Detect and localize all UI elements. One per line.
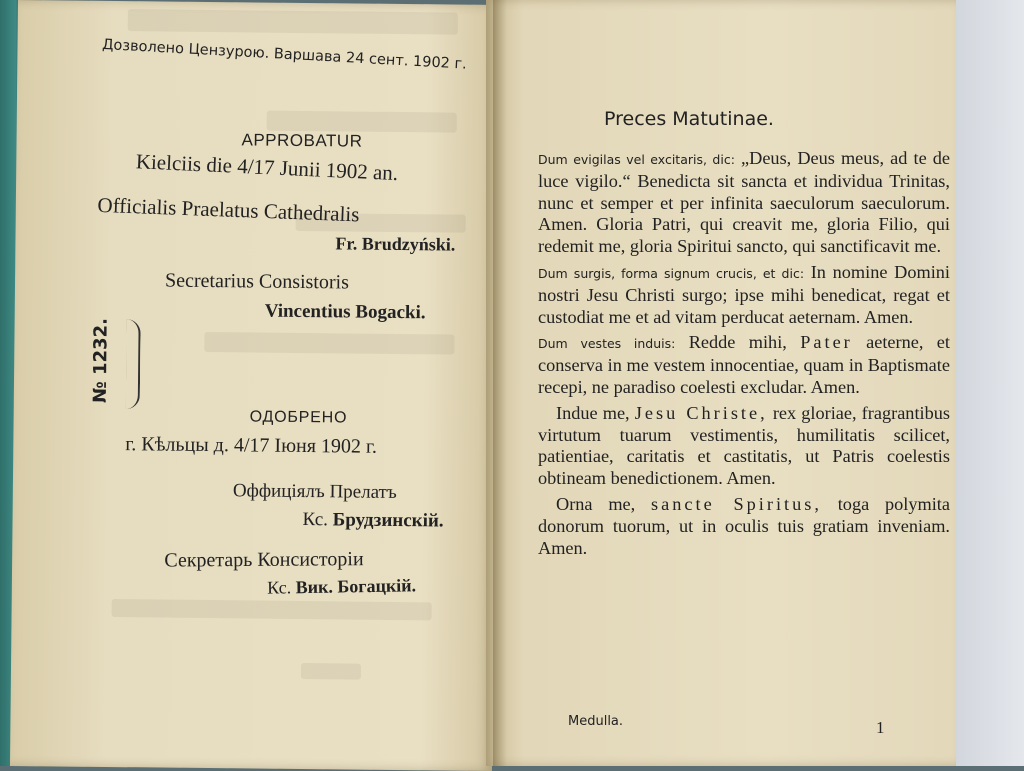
officialis-title: Officialis Praelatus Cathedralis [97, 192, 360, 227]
paragraph-text: Orna me, [556, 493, 636, 514]
brace-mark [126, 319, 141, 409]
left-page [10, 0, 500, 771]
emphasis-sancte-spiritus: sancte Spiritus, [651, 493, 822, 514]
secretarius-title: Secretarius Consistoris [164, 269, 350, 294]
paragraph-text: Indue me, [556, 402, 630, 423]
brudzinskiy-signature [302, 509, 443, 532]
page-title: Preces Matutinae. [604, 108, 774, 130]
approval-number: № 1232. [89, 317, 112, 403]
bogacki-name: Vincentius Bogacki. [264, 300, 426, 324]
censor-approval-note: Дозволено Цензурою. Варшава 24 сент. 1902 г. [101, 36, 468, 73]
ks-prefix: Кс. [302, 509, 329, 531]
rubric: Dum vestes induis: [538, 336, 676, 352]
paragraph-on-rising [538, 262, 950, 328]
approbatur-heading: APPROBATUR [241, 130, 363, 151]
book-gutter [493, 0, 507, 766]
brudzinskiy-name: Брудзинскій. [332, 509, 444, 532]
right-page [486, 0, 956, 766]
kielce-date-latin: Kielciis die 4/17 Junii 1902 an. [135, 149, 399, 186]
bogatskiy-name: Вик. Богацкій. [295, 575, 417, 598]
paragraph-text: „Deus, Deus meus, ad te de luce vigilo.“ Benedicta sit sancta et individua Trinitas, nunc et semper et per infinita saeculorum saeculorum. Amen. Gloria Patri, qui creavit me, gloria Filio, qui redemit me, gloria Spiritui sancto, qui sanctificavit me. [538, 148, 951, 257]
paragraph-on-waking [538, 148, 950, 258]
paragraph-text: Redde mihi, [688, 332, 787, 353]
signature-mark: Medulla. [568, 714, 624, 729]
prayer-text [538, 148, 950, 563]
kelcy-date-russian: г. Кѣльцы д. 4/17 Іюня 1902 г. [125, 433, 378, 458]
rubric: Dum surgis, forma signum crucis, et dic: [538, 265, 805, 281]
emphasis-pater: Pater [800, 332, 853, 353]
odobreno-heading: ОДОБРЕНО [249, 408, 348, 427]
paragraph-text: aeterne, et conserva in me vestem innocentiae, quam in Baptismate recepi, ne paradiso coelesti excludar. Amen. [538, 332, 950, 397]
secretary-title-russian: Секретарь Консисторіи [164, 548, 364, 572]
rubric: Dum evigilas vel excitaris, dic: [538, 152, 735, 167]
page-number: 1 [876, 718, 885, 737]
paragraph-orna-me [538, 494, 950, 559]
official-prelate-title: Оффиціялъ Прелатъ [232, 480, 397, 503]
emphasis-jesu-christe: Jesu Christe, [634, 402, 768, 423]
ks-prefix: Кс. [266, 577, 292, 598]
brudzynski-name: Fr. Brudzyński. [335, 233, 456, 255]
paragraph-text: In nomine Domini nostri Jesu Christi surgo; ipse mihi benedicat, regat et custodiat me et ad vitam perducat aeternam. Amen. [538, 261, 950, 327]
paragraph-on-dressing [538, 332, 950, 398]
paragraph-indue-me [538, 403, 950, 490]
paragraph-text: toga polymita donorum tuorum, ut in oculis tuis gratiam inveniam. Amen. [538, 493, 950, 558]
bogatskiy-signature [267, 575, 416, 598]
background-surface [944, 0, 1024, 766]
paragraph-text: rex gloriae, fragrantibus virtutum tuarum vestimentis, humilitatis scilicet, patientiae, caritatis et castitatis, ut Patris coelestis obtineam benedictionem. Amen. [538, 402, 951, 489]
